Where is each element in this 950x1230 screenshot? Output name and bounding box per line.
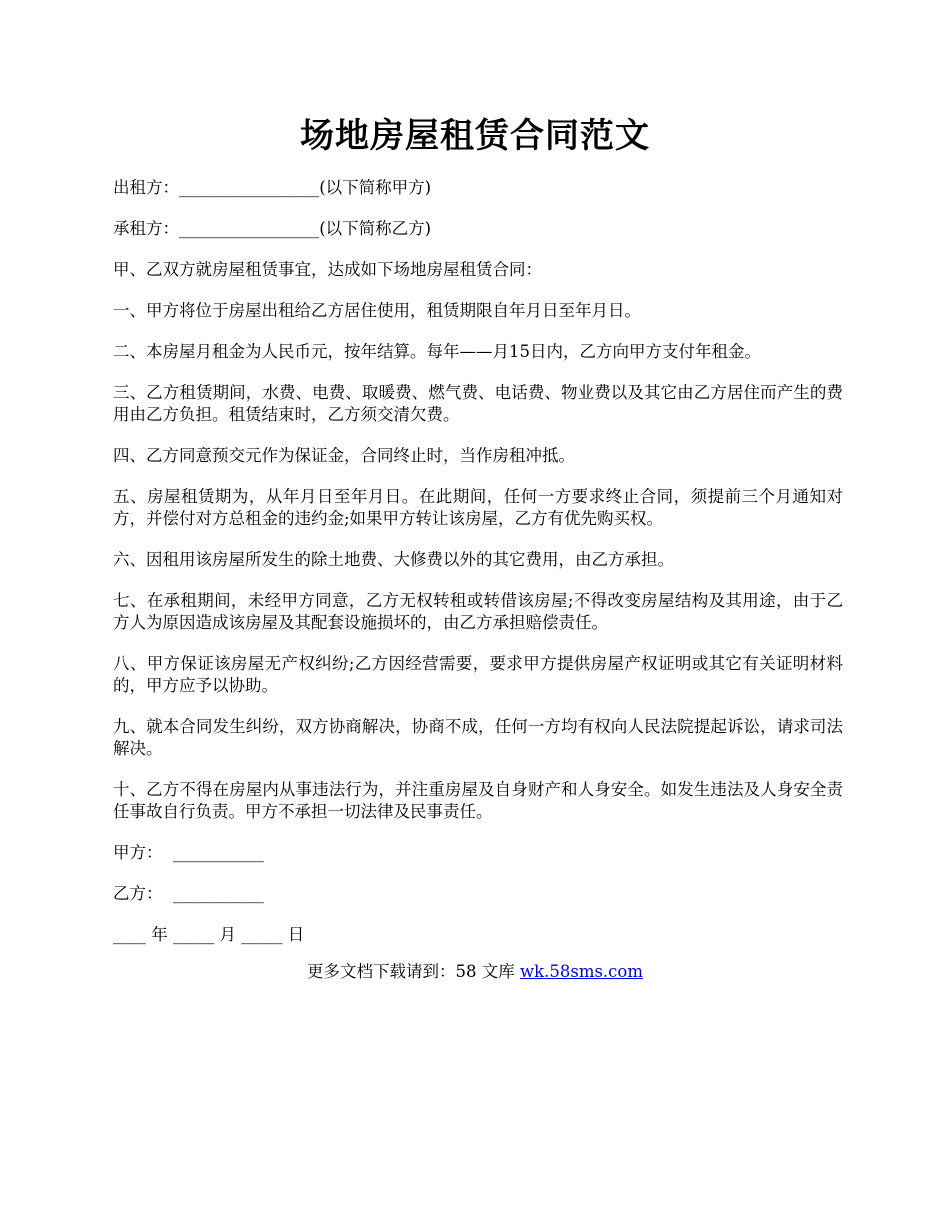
party-a-signature: 甲方： ___________ [113, 843, 264, 862]
clause-9: 九、就本合同发生纠纷，双方协商解决，协商不成，任何一方均有权向人民法院提起诉讼，请求司法解决。 [113, 717, 843, 758]
document-title: 场地房屋租赁合同范文 [300, 116, 650, 156]
lessor-line: 出租方：_________________(以下简称甲方) [113, 178, 432, 197]
clause-5: 五、房屋租赁期为，从年月日至年月日。在此期间，任何一方要求终止合同，须提前三个月通知对方，并偿付对方总租金的违约金;如果甲方转让该房屋，乙方有优先购买权。 [113, 487, 843, 528]
clause-10: 十、乙方不得在房屋内从事违法行为，并注重房屋及自身财产和人身安全。如发生违法及人身安全责任事故自行负责。甲方不承担一切法律及民事责任。 [113, 780, 843, 821]
date-line: ____ 年 _____ 月 _____ 日 [113, 925, 305, 944]
footer-text: 更多文档下载请到：58 文库 [306, 962, 520, 981]
clause-2: 二、本房屋月租金为人民币元，按年结算。每年——月15日内，乙方向甲方支付年租金。 [113, 342, 761, 361]
footer [0, 961, 950, 983]
clause-6: 六、因租用该房屋所发生的除土地费、大修费以外的其它费用，由乙方承担。 [113, 550, 674, 569]
clause-4: 四、乙方同意预交元作为保证金，合同终止时，当作房租冲抵。 [113, 446, 575, 465]
party-b-signature: 乙方： ___________ [113, 884, 264, 903]
clause-3: 三、乙方租赁期间，水费、电费、取暖费、燃气费、电话费、物业费以及其它由乙方居住而产生的费用由乙方负担。租赁结束时，乙方须交清欠费。 [113, 383, 843, 424]
document-body [113, 177, 843, 965]
clause-8: 八、甲方保证该房屋无产权纠纷;乙方因经营需要，要求甲方提供房屋产权证明或其它有关证明材料的，甲方应予以协助。 [113, 654, 843, 695]
intro-paragraph: 甲、乙双方就房屋租赁事宜，达成如下场地房屋租赁合同： [113, 260, 542, 279]
clause-7: 七、在承租期间，未经甲方同意，乙方无权转租或转借该房屋;不得改变房屋结构及其用途，由于乙方人为原因造成该房屋及其配套设施损坏的，由乙方承担赔偿责任。 [113, 591, 843, 632]
lessee-line: 承租方：_________________(以下简称乙方) [113, 219, 432, 238]
clause-1: 一、甲方将位于房屋出租给乙方居住使用，租赁期限自年月日至年月日。 [113, 301, 641, 320]
footer-link[interactable]: wk.58sms.com [519, 962, 643, 981]
